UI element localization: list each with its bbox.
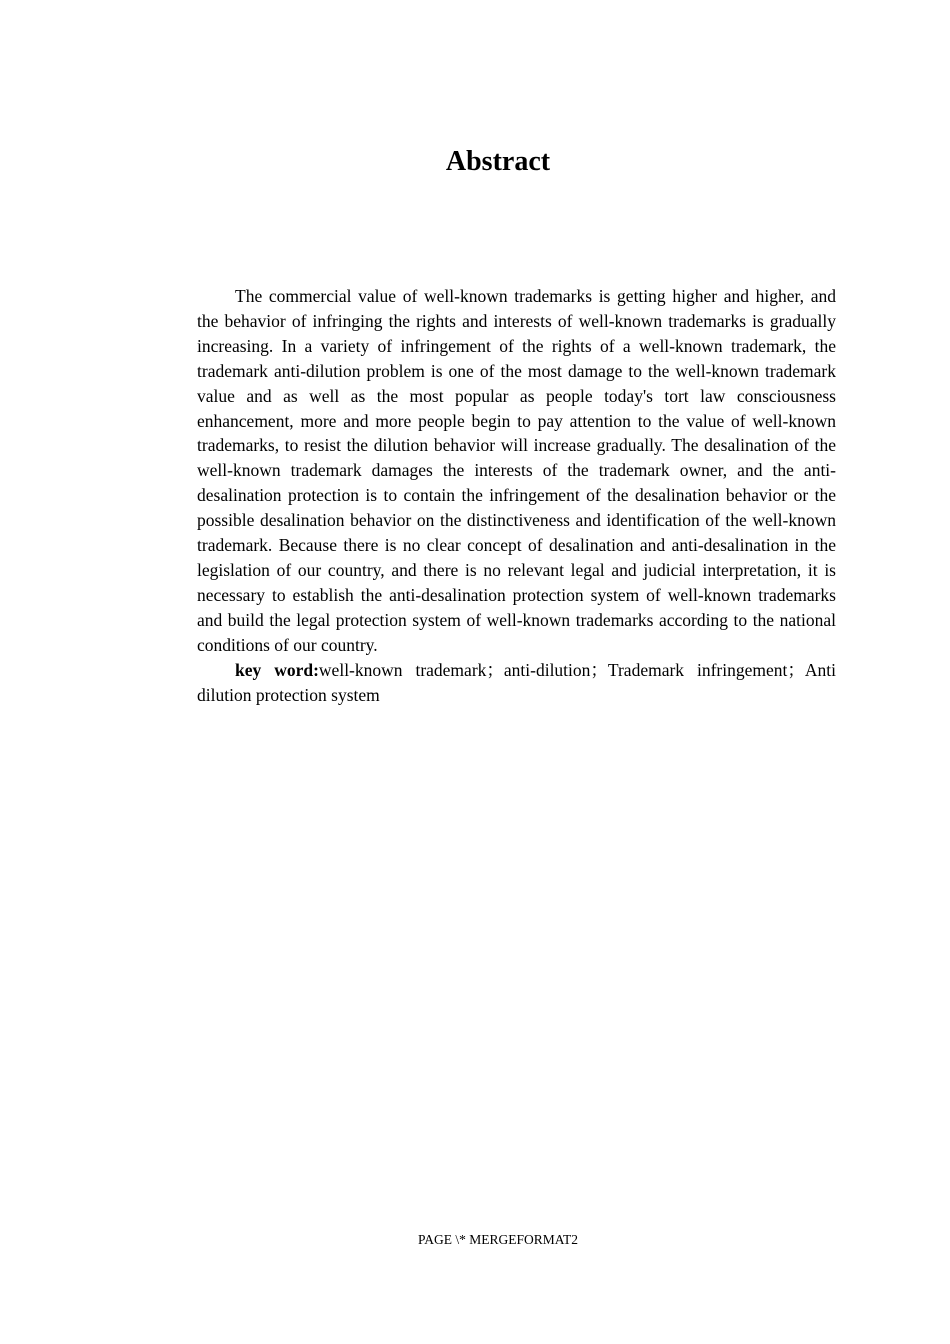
abstract-body [197, 284, 836, 707]
page-title: Abstract [445, 146, 551, 177]
abstract-paragraph: The commercial value of well-known trademarks is getting higher and higher, and the behavior of infringing the rights and interests of well-known trademarks is gradually increasing. In a variety of infringement of the rights of a well-known trademark, the trademark anti-dilution problem is one of the most damage to the well-known trademark value and as well as the most popular as people today's tort law consciousness enhancement, more and more people begin to pay attention to the value of well-known trademarks, to resist the dilution behavior will increase gradually. The desalination of the well-known trademark damages the interests of the trademark owner, and the anti-desalination protection is to contain the infringement of the desalination behavior or the possible desalination behavior on the distinctiveness and identification of the well-known trademark. Because there is no clear concept of desalination and anti-desalination in the legislation of our country, and there is no relevant legal and judicial interpretation, it is necessary to establish the anti-desalination protection system of well-known trademarks and build the legal protection system of well-known trademarks according to the national conditions of our country. [197, 286, 836, 655]
keywords-label: key word: [235, 659, 319, 680]
keywords-paragraph [197, 658, 836, 708]
page-footer: PAGE \* MERGEFORMAT2 [417, 1232, 579, 1247]
keywords-text: well-known trademark；anti-dilution；Trademark infringement；Anti dilution protection system [197, 659, 836, 705]
